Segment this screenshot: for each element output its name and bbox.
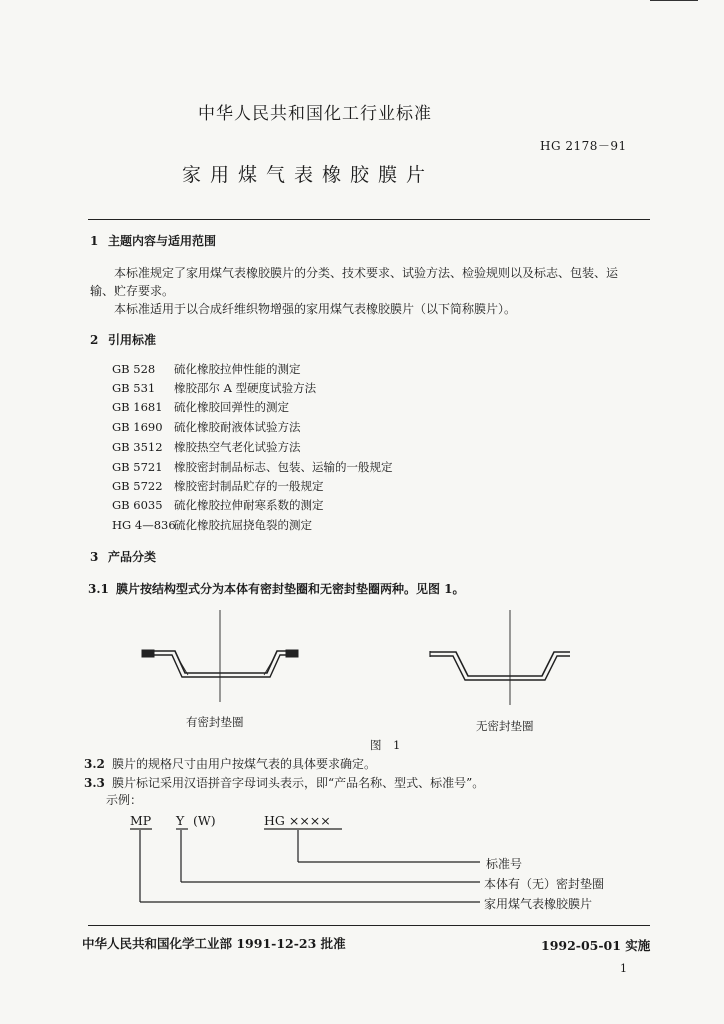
marking-mp: MP bbox=[130, 813, 152, 828]
marking-w: (W) bbox=[193, 813, 216, 828]
ref-item: GB 5722 橡胶密封制品贮存的一般规定 bbox=[112, 479, 324, 493]
ref-item: HG 4—836硫化橡胶抗屈挠龟裂的测定 bbox=[112, 518, 312, 532]
figure-label-with-gasket: 有密封垫圈 bbox=[186, 715, 244, 729]
ref-item: GB 5721 橡胶密封制品标志、包装、运输的一般规定 bbox=[112, 460, 393, 474]
section-number: 1 bbox=[90, 234, 99, 248]
marking-label-product-name: 家用煤气表橡胶膜片 bbox=[484, 897, 593, 911]
ref-item: GB 6035 硫化橡胶拉伸耐寒系数的测定 bbox=[112, 498, 324, 512]
section-title: 引用标准 bbox=[108, 333, 157, 347]
ref-item: GB 1690 硫化橡胶耐液体试验方法 bbox=[112, 420, 301, 434]
section-1-para1-line1: 本标准规定了家用煤气表橡胶膜片的分类、技术要求、试验方法、检验规则以及标志、包装、运 bbox=[114, 266, 619, 280]
section-number: 3 bbox=[90, 550, 99, 564]
ref-item: GB 528 硫化橡胶拉伸性能的测定 bbox=[112, 362, 301, 376]
figure-caption: 图 1 bbox=[370, 738, 401, 752]
ref-item: GB 531 橡胶邵尔 A 型硬度试验方法 bbox=[112, 381, 317, 395]
marking-hg: HG ×××× bbox=[264, 813, 331, 828]
example-label: 示例： bbox=[106, 793, 143, 807]
ref-item: GB 3512 橡胶热空气老化试验方法 bbox=[112, 440, 301, 454]
standard-code: HG 2178－91 bbox=[540, 139, 627, 153]
section-1-para2: 本标准适用于以合成纤维织物增强的家用煤气表橡胶膜片（以下简称膜片）。 bbox=[114, 302, 517, 316]
figure-label-without-gasket: 无密封垫圈 bbox=[476, 719, 534, 733]
doc-title: 家用煤气表橡胶膜片 bbox=[182, 164, 435, 186]
clause-number: 3.1 bbox=[88, 582, 109, 596]
section-title: 主题内容与适用范围 bbox=[108, 234, 217, 248]
section-number: 2 bbox=[90, 333, 99, 347]
footer-rule bbox=[88, 925, 650, 926]
clause-text: 膜片按结构型式分为本体有密封垫圈和无密封垫圈两种。见图 1。 bbox=[116, 582, 465, 596]
approval-line: 中华人民共和国化学工业部 1991-12-23 批准 bbox=[82, 936, 346, 951]
ref-item: GB 1681 硫化橡胶回弹性的测定 bbox=[112, 400, 289, 414]
marking-label-standard-number: 标准号 bbox=[486, 857, 523, 871]
clause-number: 3.3 bbox=[84, 776, 105, 790]
clause-text: 膜片的规格尺寸由用户按煤气表的具体要求确定。 bbox=[112, 757, 377, 771]
section-1-para1-line2: 输、贮存要求。 bbox=[90, 284, 175, 298]
marking-y: Y bbox=[176, 813, 185, 828]
clause-text: 膜片标记采用汉语拼音字母词头表示，即“产品名称、型式、标准号”。 bbox=[112, 776, 485, 790]
marking-label-type: 本体有（无）密封垫圈 bbox=[484, 877, 605, 891]
clause-number: 3.2 bbox=[84, 757, 105, 771]
section-title: 产品分类 bbox=[108, 550, 157, 564]
page-number: 1 bbox=[620, 962, 627, 975]
effective-date: 1992-05-01 实施 bbox=[541, 938, 651, 953]
org-title: 中华人民共和国化工行业标准 bbox=[198, 104, 432, 124]
